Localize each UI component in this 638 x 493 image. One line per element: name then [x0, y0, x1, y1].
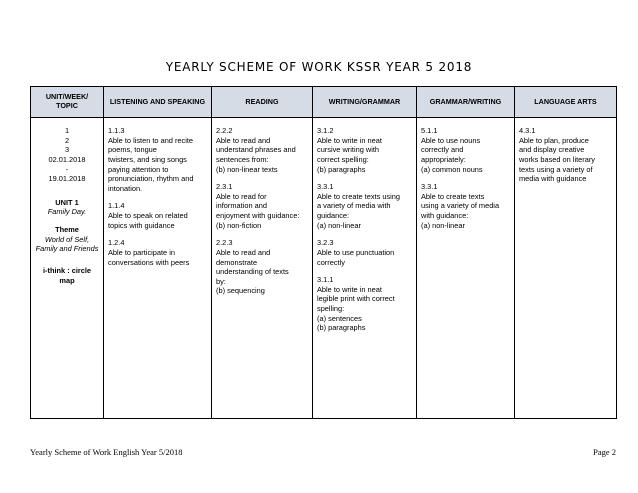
standard-text: intonation. — [108, 183, 143, 193]
standard-text: Able to read for — [216, 191, 267, 201]
standard-text: Able to use nouns — [421, 135, 481, 145]
standard-text: Able to write in neat — [317, 135, 382, 145]
scheme-table — [30, 86, 617, 419]
unit-label: UNIT 1 — [55, 197, 79, 207]
standard-text: paying attention to — [108, 164, 169, 174]
standard-text: cursive writing with — [317, 145, 380, 155]
standard-code: 3.3.1 — [421, 182, 438, 192]
standard-code: 1.1.3 — [108, 126, 125, 135]
standard-text: appropriately: — [421, 154, 466, 164]
standard-text: Able to use punctuation — [317, 247, 395, 257]
standard-code: 5.1.1 — [421, 126, 438, 135]
standard-text: understand phrases and — [216, 145, 296, 155]
standard-text: spelling: — [317, 304, 345, 313]
standard-code: 3.2.3 — [317, 238, 334, 248]
standard-text: Able to read and — [216, 247, 271, 257]
standard-code: 2.2.2 — [216, 126, 233, 135]
standard-text: by: — [216, 276, 226, 286]
standard-block — [216, 238, 308, 296]
header-reading: READING — [212, 87, 313, 118]
standard-text: information and — [216, 201, 267, 211]
standard-block — [317, 182, 412, 230]
header-row — [31, 87, 617, 118]
standard-text: Able to create texts — [421, 191, 485, 201]
header-unit-week-topic: UNIT/WEEK/ TOPIC — [31, 87, 104, 118]
standard-text: texts using a variety of — [519, 164, 593, 174]
reading-cell — [212, 118, 313, 419]
standard-block — [519, 126, 612, 184]
theme-label: Theme — [55, 225, 79, 234]
standard-text: (a) non-linear — [317, 220, 361, 230]
standard-text: Able to participate in — [108, 247, 175, 257]
standard-text: Able to read and — [216, 135, 271, 145]
unit-name: Family Day. — [47, 207, 87, 217]
standard-text: (b) paragraphs — [317, 164, 366, 174]
standard-block — [317, 275, 412, 333]
standard-text: (b) paragraphs — [317, 323, 366, 333]
standard-code: 2.3.1 — [216, 182, 233, 192]
standard-code: 3.3.1 — [317, 182, 334, 192]
standard-text: (a) common nouns — [421, 164, 483, 174]
header-listening-speaking: LISTENING AND SPEAKING — [104, 87, 212, 118]
standard-text: correctly — [317, 257, 345, 267]
standard-code: 1.2.4 — [108, 238, 125, 248]
standard-block — [108, 238, 207, 267]
table-row — [31, 118, 617, 419]
header-language-arts: LANGUAGE ARTS — [515, 87, 617, 118]
standard-block — [421, 182, 510, 230]
standard-text: twisters, and sing songs — [108, 154, 187, 164]
standard-block — [421, 126, 510, 174]
standard-text: sentences from: — [216, 154, 269, 164]
standard-text: Able to create texts using — [317, 191, 400, 201]
standard-code: 3.1.1 — [317, 275, 334, 285]
standard-block — [317, 238, 412, 267]
standard-text: media with guidance — [519, 174, 587, 184]
standard-text: correct spelling: — [317, 154, 369, 164]
week-number: 3 — [64, 145, 70, 155]
standard-text: works based on literary — [519, 154, 595, 164]
standard-text: a variety of media with — [317, 201, 391, 211]
writing-grammar-cell — [313, 118, 417, 419]
standard-text: Able to speak on related — [108, 211, 188, 220]
listening-speaking-cell — [104, 118, 212, 419]
language-arts-cell — [515, 118, 617, 419]
standard-text: and display creative — [519, 145, 585, 155]
standard-block — [216, 182, 308, 230]
theme-name: Family and Friends — [35, 244, 99, 254]
page-number: Page 2 — [593, 447, 616, 457]
standard-code: 1.1.4 — [108, 201, 125, 211]
standard-text: topics with guidance — [108, 220, 175, 230]
standard-block — [108, 126, 207, 193]
week-number: 2 — [64, 135, 70, 145]
standard-text: (b) non-fiction — [216, 220, 262, 230]
standard-text: using a variety of media — [421, 201, 500, 211]
header-grammar-writing: GRAMMAR/WRITING — [417, 87, 515, 118]
standard-text: Able to plan, produce — [519, 135, 589, 145]
standard-text: (b) non-linear texts — [216, 164, 278, 174]
standard-text: pronunciation, rhythm and — [108, 174, 194, 184]
standard-code: 2.2.3 — [216, 238, 233, 248]
date-to: 19.01.2018 — [48, 174, 86, 184]
standard-text: understanding of texts — [216, 267, 289, 277]
standard-text: enjoyment with guidance: — [216, 211, 300, 220]
date-separator: - — [65, 164, 69, 174]
standard-block — [216, 126, 308, 174]
standard-text: (a) non-linear — [421, 220, 465, 230]
theme-name: World of Self, — [44, 234, 90, 244]
standard-text: demonstrate — [216, 257, 258, 267]
standard-text: conversations with peers — [108, 257, 190, 267]
standard-text: with guidance: — [421, 211, 469, 220]
standard-text: guidance: — [317, 211, 350, 220]
standard-text: (a) sentences — [317, 313, 362, 323]
unit-week-topic-cell — [31, 118, 104, 419]
standard-text: (b) sequencing — [216, 286, 265, 296]
standard-code: 4.3.1 — [519, 126, 536, 135]
standard-text: poems, tongue — [108, 145, 157, 155]
date-from: 02.01.2018 — [48, 154, 86, 164]
standard-block — [108, 201, 207, 230]
standard-text: correctly and — [421, 145, 464, 155]
standard-code: 3.1.2 — [317, 126, 334, 135]
grammar-writing-cell — [417, 118, 515, 419]
standard-text: legible print with correct — [317, 294, 395, 304]
standard-text: Able to listen to and recite — [108, 135, 194, 145]
standard-text: Able to write in neat — [317, 284, 382, 294]
header-writing-grammar: WRITING/GRAMMAR — [313, 87, 417, 118]
footer-left: Yearly Scheme of Work English Year 5/2018 — [30, 447, 183, 457]
document-title: YEARLY SCHEME OF WORK KSSR YEAR 5 2018 — [165, 60, 473, 74]
ithink-map: i-think : circle map — [42, 265, 92, 285]
week-number: 1 — [64, 126, 70, 135]
standard-block — [317, 126, 412, 174]
